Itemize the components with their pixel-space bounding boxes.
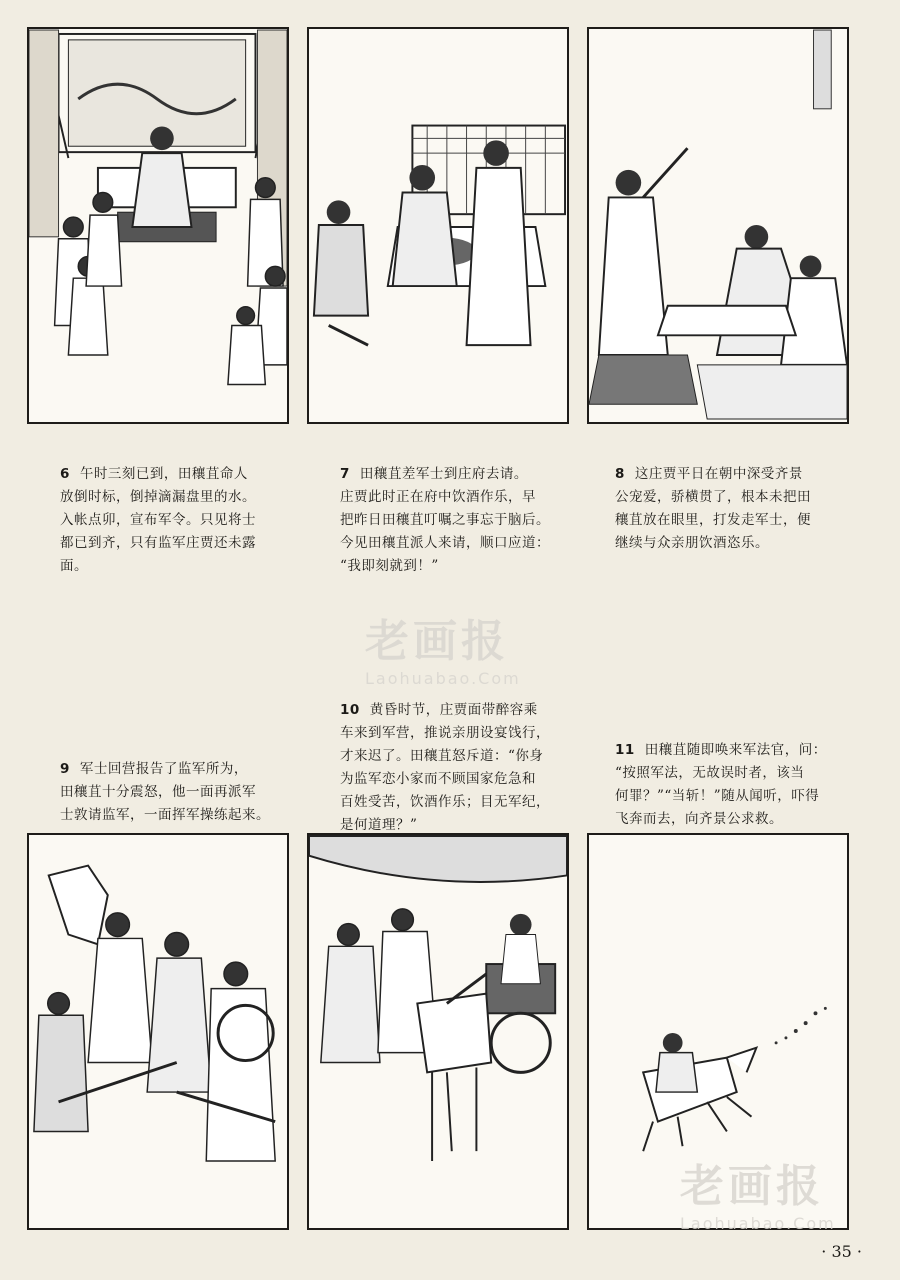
troop-drill-drawing <box>29 835 287 1228</box>
caption-text: 这庄贾平日在朝中深受齐景 公宠爱，骄横贯了，根本未把田 穰苴放在眼里，打发走军士，便 继续与众亲朋饮酒恣乐。 <box>615 466 811 551</box>
caption-number: 8 <box>615 466 625 482</box>
page-number: · 35 · <box>821 1242 862 1261</box>
panel-8-illustration <box>587 27 849 424</box>
watermark-corner <box>680 1150 836 1233</box>
caption-10 <box>340 676 575 837</box>
panel-7-illustration <box>307 27 569 424</box>
caption-7 <box>340 440 570 578</box>
tent-assembly-drawing <box>29 29 287 422</box>
caption-number: 9 <box>60 761 70 777</box>
watermark-logo: 老画报 <box>365 616 509 667</box>
caption-8 <box>615 440 850 555</box>
caption-text: 田穰苴随即唤来军法官，问： “按照军法，无故误时者，该当 何罪？”“当斩！”随从闻听，吓得 飞奔而去，向齐景公求救。 <box>615 742 827 827</box>
chariot-arrival-drawing <box>309 835 567 1228</box>
caption-number: 7 <box>340 466 350 482</box>
caption-9 <box>60 735 290 827</box>
panel-9-illustration <box>27 833 289 1230</box>
caption-text: 黄昏时节，庄贾面带醉容乘 车来到军营，推说亲朋设宴饯行， 才来迟了。田穰苴怒斥道：“你身 为监军恋小家而不顾国家危急和 百姓受苦，饮酒作乐；目无军纪， 是何道理？” <box>340 702 550 833</box>
caption-text: 田穰苴差军士到庄府去请。 庄贾此时正在府中饮酒作乐，早 把昨日田穰苴叮嘱之事忘于脑后。 今见田穰苴派人来请，顺口应道： “我即刻就到！” <box>340 466 550 574</box>
panel-10-illustration <box>307 833 569 1230</box>
panel-6-illustration <box>27 27 289 424</box>
watermark-logo: 老画报 <box>680 1161 824 1212</box>
caption-6 <box>60 440 280 578</box>
caption-number: 10 <box>340 702 360 718</box>
caption-text: 军士回营报告了监军所为， 田穰苴十分震怒，他一面再派军 士敦请监军，一面挥军操练起来。 <box>60 761 270 823</box>
caption-number: 11 <box>615 742 635 758</box>
watermark-center <box>365 605 521 688</box>
feasting-drawing <box>589 29 847 422</box>
caption-number: 6 <box>60 466 70 482</box>
caption-text: 午时三刻已到，田穰苴命人 放倒时标，倒掉滴漏盘里的水。 入帐点卯，宣布军令。只见将士 都已到齐，只有监军庄贾还未露 面。 <box>60 466 256 574</box>
caption-11 <box>615 716 850 831</box>
watermark-url: Laohuabao.Com <box>680 1214 836 1233</box>
watermark-url: Laohuabao.Com <box>365 669 521 688</box>
messenger-at-banquet-drawing <box>309 29 567 422</box>
